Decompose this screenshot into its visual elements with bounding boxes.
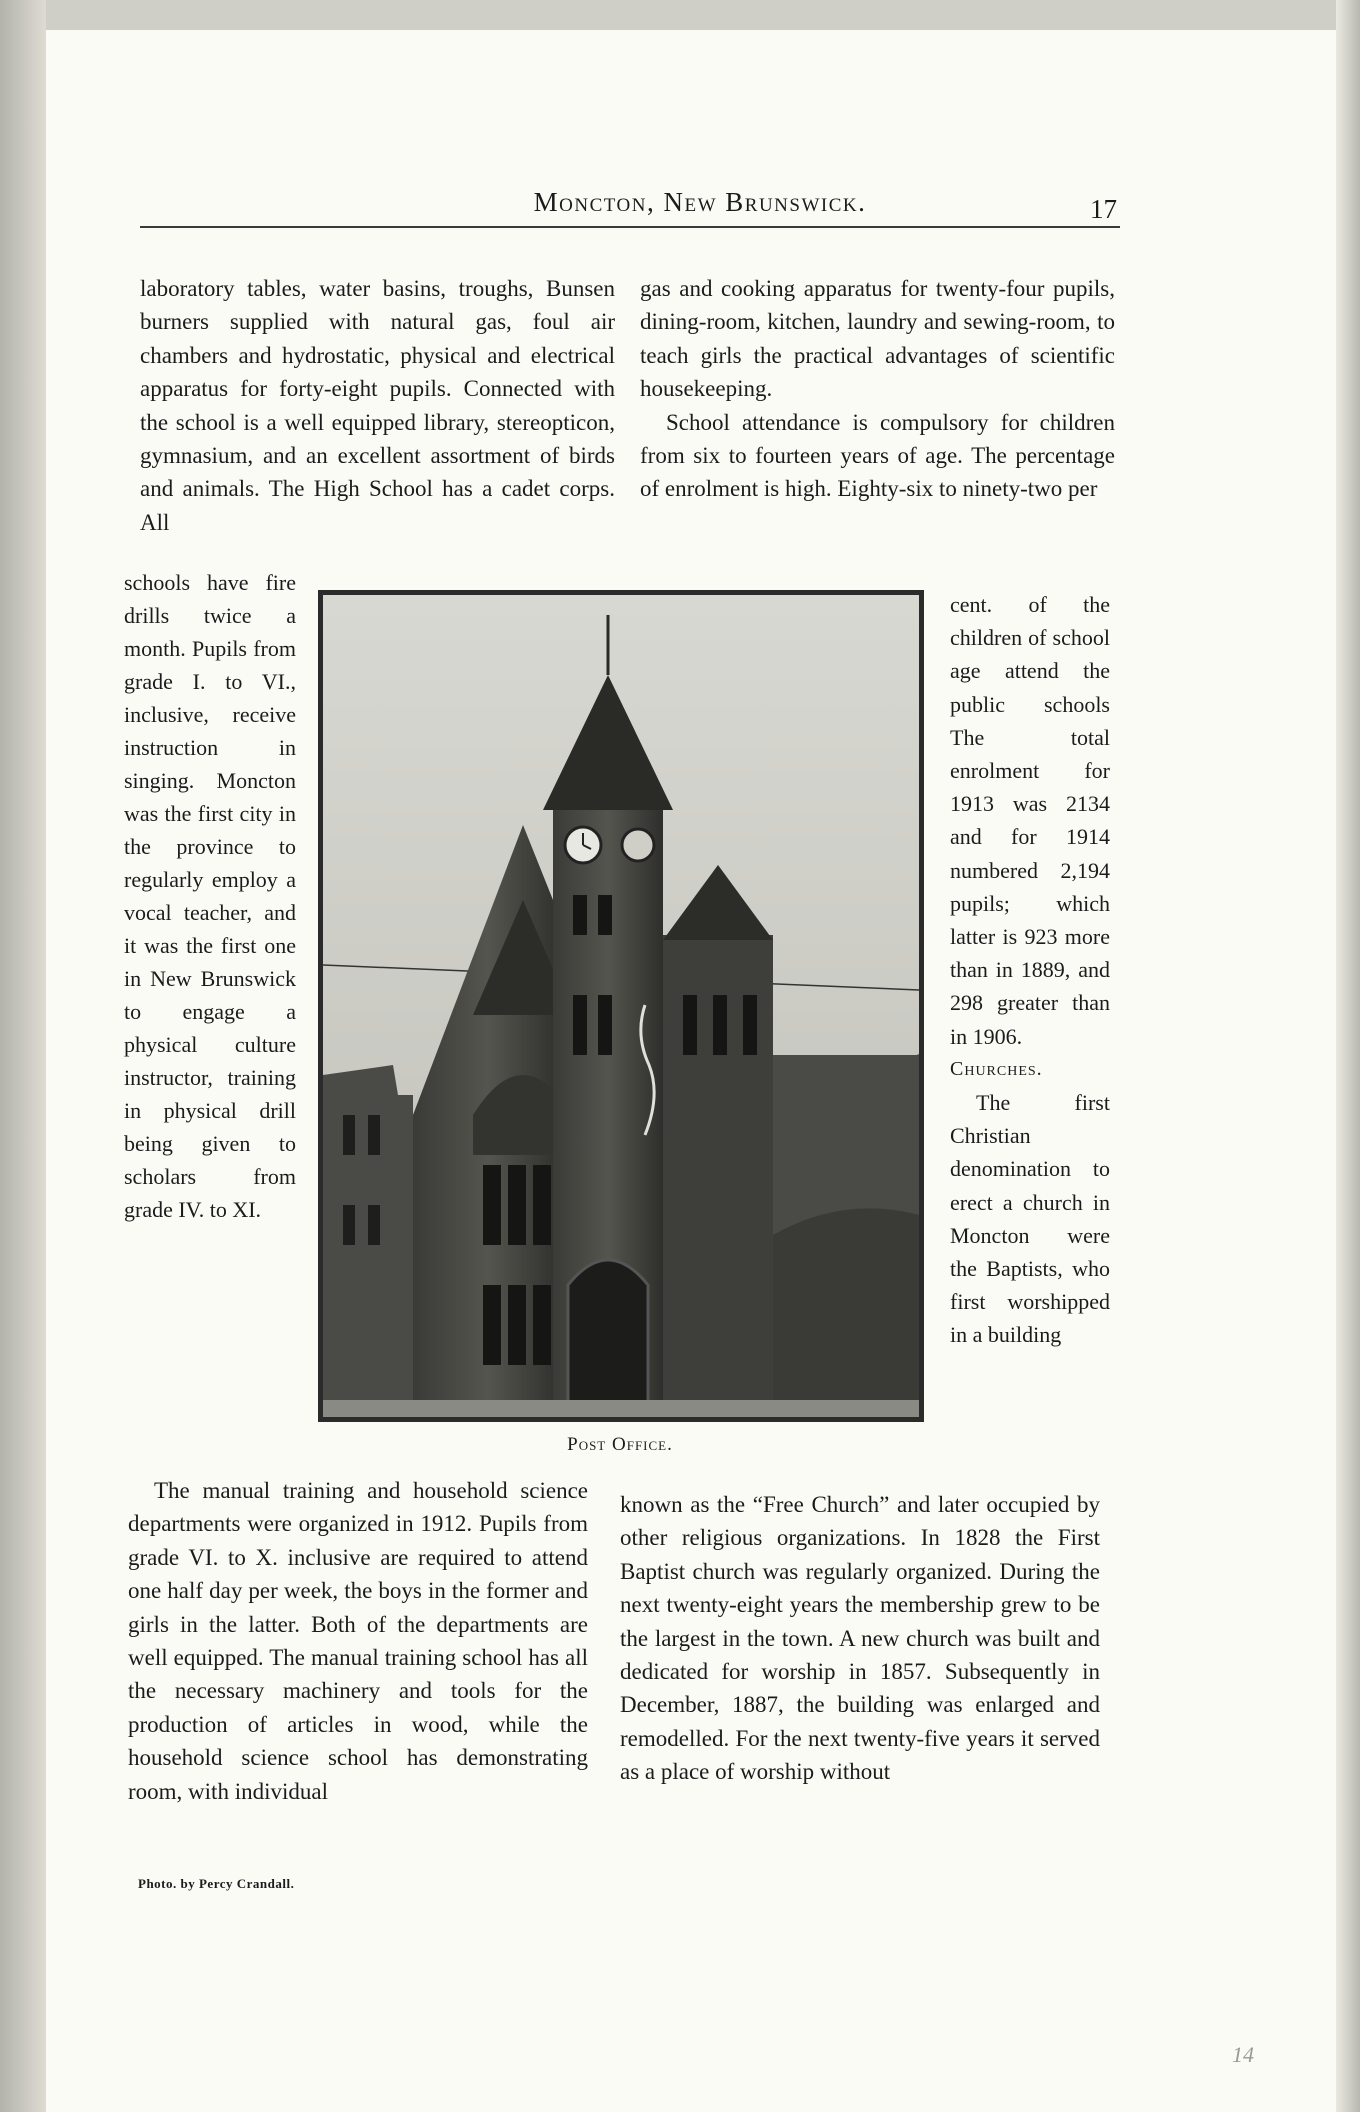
running-head: Moncton, New Brunswick.: [533, 187, 867, 217]
paragraph: The manual training and household science departments were organized in 1912. Pupils from grade VI. to X. inclusive are required to attend one half day per week, the boys in the former and girls in the latter. Both of the departments are well equipped. The manual training school has all the necessary machinery and tools for the production of articles in wood, while the household science school has demonstrating room, with individual: [128, 1478, 588, 1804]
photo-credit: Photo. by Percy Crandall.: [138, 1876, 295, 1891]
column-right-bottom: [620, 1488, 1100, 1789]
book-spine-shadow: [0, 0, 46, 2112]
paragraph: known as the “Free Church” and later occupied by other religious organizations. In 1828 the First Baptist church was regularly organized. During the next twenty-eight years the membership grew to be the largest in the town. A new church was built and dedicated for worship in 1857. Subsequently in December, 1887, the building was enlarged and remodelled. For the next twenty-five years it served as a place of worship without: [620, 1492, 1100, 1785]
column-left-wrap: [124, 566, 296, 1226]
photo-caption: Post Office.: [567, 1434, 673, 1455]
page-number: 17: [1090, 194, 1117, 224]
column-left-bottom: [128, 1474, 588, 1808]
paragraph: gas and cooking apparatus for twenty-four pupils, dining-room, kitchen, laundry and sewing-room, to teach girls the practical advantages of scientific housekeeping.: [640, 276, 1115, 402]
paragraph: The first Christian denomination to erect a church in Moncton were the Baptists, who first worshipped in a building: [950, 1090, 1110, 1348]
column-left-top: [140, 272, 615, 539]
paragraph: School attendance is compulsory for children from six to fourteen years of age. The percentage of enrolment is high. Eighty-six to ninety-two per: [640, 409, 1115, 502]
post-office-photo: [318, 590, 924, 1422]
column-right-wrap: [950, 588, 1110, 1352]
paragraph: laboratory tables, water basins, troughs, Bunsen burners supplied with natural gas, foul air chambers and hydrostatic, physical and electrical apparatus for forty-eight pupils. Connected with the school is a well equipped library, stereopticon, gymnasium, and an excellent assortment of birds and animals. The High School has a cadet corps. All: [140, 276, 615, 535]
header-rule: [140, 226, 1120, 228]
pencil-margin-note: 14: [1232, 2042, 1254, 2067]
paragraph: schools have fire drills twice a month. Pupils from grade I. to VI., inclusive, receive instruction in singing. Moncton was the first city in the province to regularly employ a vocal teacher, and it was the first one in New Brunswick to engage a physical culture instructor, training in physical drill being given to scholars from grade IV. to XI.: [124, 570, 296, 1222]
column-right-top: [640, 272, 1115, 506]
paragraph: cent. of the children of school age attend the public schools The total enrolment for 1913 was 2134 and for 1914 numbered 2,194 pupils; which latter is 923 more than in 1889, and 298 greater than in 1906.: [950, 592, 1110, 1049]
post-office-building-illustration: [323, 595, 919, 1417]
section-heading-churches: Churches.: [950, 1057, 1043, 1080]
page-edge-shadow: [1336, 0, 1360, 2112]
